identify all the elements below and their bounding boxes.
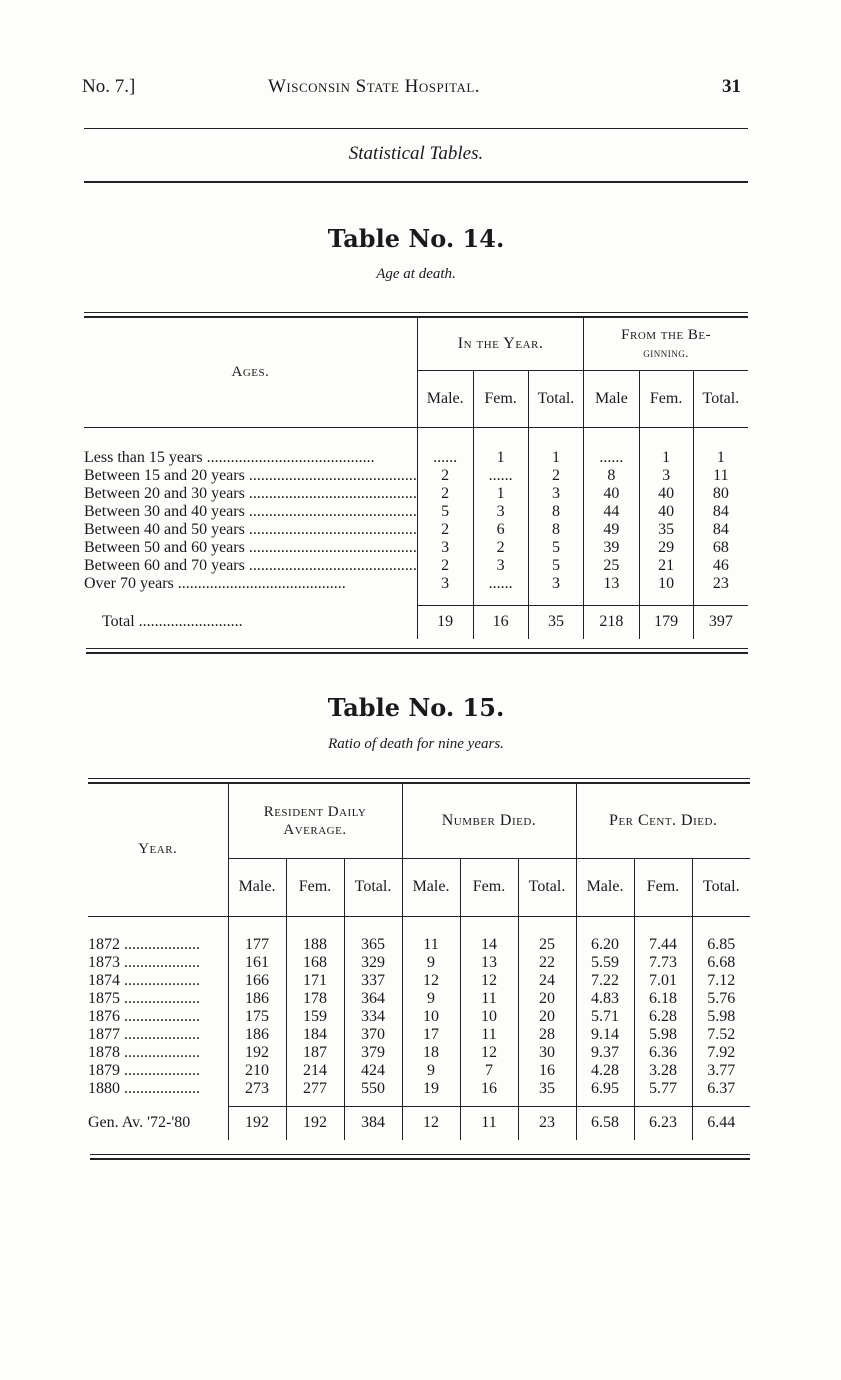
leader-dots: .......................................... bbox=[244, 539, 417, 556]
leader-dots: .......................................... bbox=[244, 485, 417, 502]
table14-total-label: Total .......................... bbox=[102, 613, 243, 630]
table15-average-cell: 192 bbox=[228, 1106, 286, 1140]
table-cell: 6.18 bbox=[634, 990, 692, 1008]
table14-col-header: Fem. bbox=[473, 370, 528, 427]
table-row bbox=[88, 1044, 750, 1062]
table-cell: 214 bbox=[286, 1062, 344, 1080]
row-label: 1877 ................... bbox=[88, 1026, 200, 1043]
table-cell: 2 bbox=[417, 557, 473, 575]
table15-title: Table No. 15. bbox=[327, 693, 505, 722]
table-cell: 184 bbox=[286, 1026, 344, 1044]
table15-average-cell: 6.23 bbox=[634, 1106, 692, 1140]
table-cell: 2 bbox=[528, 467, 584, 485]
row-label: 1873 ................... bbox=[88, 954, 200, 971]
table-cell: 379 bbox=[344, 1044, 402, 1062]
header-page-number: 31 bbox=[722, 76, 741, 97]
table-cell: 24 bbox=[518, 972, 576, 990]
table-cell: 20 bbox=[518, 1008, 576, 1026]
table-cell: 44 bbox=[584, 503, 639, 521]
table-cell: 6.68 bbox=[692, 954, 750, 972]
table-cell: 1 bbox=[528, 449, 584, 467]
table-cell: 28 bbox=[518, 1026, 576, 1044]
table15-col-header: Male. bbox=[576, 858, 634, 916]
row-label: Between 20 and 30 years .......................................... bbox=[84, 485, 417, 502]
table15-subtitle: Ratio of death for nine years. bbox=[328, 736, 504, 752]
table-cell: 6 bbox=[473, 521, 528, 539]
row-label: 1876 ................... bbox=[88, 1008, 200, 1025]
row-label: Between 30 and 40 years .......................................... bbox=[84, 503, 417, 520]
table-cell: 5.71 bbox=[576, 1008, 634, 1026]
leader-dots: .......................................... bbox=[244, 557, 417, 574]
section-title: Statistical Tables. bbox=[348, 143, 484, 164]
table-cell: 10 bbox=[639, 575, 693, 593]
table-cell: 6.28 bbox=[634, 1008, 692, 1026]
table-cell: 8 bbox=[528, 521, 584, 539]
leader-dots: ................... bbox=[120, 1008, 200, 1025]
table-cell: 5 bbox=[528, 557, 584, 575]
table15-top-rule bbox=[88, 778, 750, 779]
header-title: Wisconsin State Hospital. bbox=[268, 76, 481, 97]
table-cell: 6.85 bbox=[692, 936, 750, 954]
table-cell: 3 bbox=[639, 467, 693, 485]
table-cell: 11 bbox=[460, 990, 518, 1008]
table-cell: 5.77 bbox=[634, 1080, 692, 1098]
row-label: 1872 ................... bbox=[88, 936, 200, 953]
table-row bbox=[88, 972, 750, 990]
row-label: 1875 ................... bbox=[88, 990, 200, 1007]
row-label: Between 50 and 60 years .......................................... bbox=[84, 539, 417, 556]
table14-row-header: Ages. bbox=[231, 363, 270, 380]
table-cell: 3.28 bbox=[634, 1062, 692, 1080]
table-cell: 25 bbox=[518, 936, 576, 954]
table-cell: 9 bbox=[402, 1062, 460, 1080]
table-cell: 22 bbox=[518, 954, 576, 972]
table-cell: 6.36 bbox=[634, 1044, 692, 1062]
table-cell: 46 bbox=[693, 557, 748, 575]
row-label: Between 60 and 70 years .......................................... bbox=[84, 557, 417, 574]
table15-average-label: Gen. Av. '72-'80 bbox=[88, 1114, 191, 1131]
table-cell: 84 bbox=[693, 521, 748, 539]
table14-group-from-beginning: From the Be- ginning. bbox=[584, 318, 748, 370]
table-cell: 3 bbox=[417, 575, 473, 593]
header-rule-bottom bbox=[84, 181, 748, 183]
table15-bottom-rule bbox=[90, 1154, 750, 1155]
table-cell: 84 bbox=[693, 503, 748, 521]
table-cell: 273 bbox=[228, 1080, 286, 1098]
table15-bottom-rule-2 bbox=[90, 1158, 750, 1160]
table-row bbox=[84, 467, 748, 485]
table-cell: 1 bbox=[473, 449, 528, 467]
table14-total-row bbox=[84, 605, 748, 639]
table-cell: 12 bbox=[460, 1044, 518, 1062]
table-cell: 9 bbox=[402, 954, 460, 972]
table14-col-header: Total. bbox=[528, 370, 584, 427]
table15-average-cell: 6.44 bbox=[692, 1106, 750, 1140]
table-cell: 5 bbox=[528, 539, 584, 557]
table14-total-cell: 179 bbox=[639, 605, 693, 639]
table15-average-cell: 23 bbox=[518, 1106, 576, 1140]
table15 bbox=[88, 784, 750, 1140]
row-label: Less than 15 years .......................................... bbox=[84, 449, 375, 466]
table-cell: 4.83 bbox=[576, 990, 634, 1008]
table-cell: 80 bbox=[693, 485, 748, 503]
table-cell: 7.73 bbox=[634, 954, 692, 972]
table-cell: 9 bbox=[402, 990, 460, 1008]
table15-col-header: Fem. bbox=[634, 858, 692, 916]
table-cell: 8 bbox=[584, 467, 639, 485]
table-cell: 166 bbox=[228, 972, 286, 990]
table-cell: 9.14 bbox=[576, 1026, 634, 1044]
table-cell: 6.20 bbox=[576, 936, 634, 954]
table-cell: 49 bbox=[584, 521, 639, 539]
table-cell: 4.28 bbox=[576, 1062, 634, 1080]
table15-col-header: Fem. bbox=[286, 858, 344, 916]
leader-dots: .......................................... bbox=[244, 521, 417, 538]
table-cell: 2 bbox=[417, 467, 473, 485]
table-cell: 12 bbox=[460, 972, 518, 990]
table-cell: 17 bbox=[402, 1026, 460, 1044]
table-row bbox=[88, 954, 750, 972]
table15-average-cell: 192 bbox=[286, 1106, 344, 1140]
table-cell: 19 bbox=[402, 1080, 460, 1098]
table15-group-number-died: Number Died. bbox=[402, 784, 576, 858]
table-cell: 14 bbox=[460, 936, 518, 954]
row-label: Between 40 and 50 years .......................................... bbox=[84, 521, 417, 538]
table-cell: 25 bbox=[584, 557, 639, 575]
table-cell: 7.01 bbox=[634, 972, 692, 990]
table14-total-cell: 35 bbox=[528, 605, 584, 639]
row-label: 1880 ................... bbox=[88, 1080, 200, 1097]
table-row bbox=[88, 936, 750, 954]
table-cell: 177 bbox=[228, 936, 286, 954]
table15-average-cell: 11 bbox=[460, 1106, 518, 1140]
table-row bbox=[88, 1062, 750, 1080]
table-row bbox=[88, 1026, 750, 1044]
table-cell: 68 bbox=[693, 539, 748, 557]
table-cell: 8 bbox=[528, 503, 584, 521]
table-cell: 20 bbox=[518, 990, 576, 1008]
table-cell: 186 bbox=[228, 990, 286, 1008]
table-cell: ...... bbox=[584, 449, 639, 467]
table-cell: 30 bbox=[518, 1044, 576, 1062]
table-row bbox=[88, 990, 750, 1008]
table-cell: 40 bbox=[639, 503, 693, 521]
table-row bbox=[84, 449, 748, 467]
table-row bbox=[84, 485, 748, 503]
table-cell: 7.44 bbox=[634, 936, 692, 954]
table-cell: 3 bbox=[473, 503, 528, 521]
row-label: 1879 ................... bbox=[88, 1062, 200, 1079]
table-cell: 334 bbox=[344, 1008, 402, 1026]
table-cell: 1 bbox=[639, 449, 693, 467]
table-cell: 3 bbox=[528, 575, 584, 593]
table14 bbox=[84, 318, 748, 639]
leader-dots: ................... bbox=[120, 990, 200, 1007]
row-label: 1878 ................... bbox=[88, 1044, 200, 1061]
table-cell: 329 bbox=[344, 954, 402, 972]
table-cell: 11 bbox=[402, 936, 460, 954]
table-cell: 1 bbox=[473, 485, 528, 503]
table-cell: 11 bbox=[693, 467, 748, 485]
table-cell: 186 bbox=[228, 1026, 286, 1044]
row-label: Between 15 and 20 years .......................................... bbox=[84, 467, 417, 484]
table15-group-resident: Resident Daily Average. bbox=[228, 784, 402, 858]
header-issue-number: No. 7.] bbox=[82, 76, 136, 97]
table-row bbox=[88, 1080, 750, 1098]
table-cell: 168 bbox=[286, 954, 344, 972]
table-row bbox=[84, 521, 748, 539]
table-cell: 10 bbox=[402, 1008, 460, 1026]
table14-col-header: Fem. bbox=[639, 370, 693, 427]
leader-dots: ................... bbox=[120, 1026, 200, 1043]
table14-title: Table No. 14. bbox=[327, 224, 505, 253]
table14-total-cell: 218 bbox=[584, 605, 639, 639]
table-row bbox=[84, 503, 748, 521]
table-cell: 188 bbox=[286, 936, 344, 954]
table-cell: 16 bbox=[460, 1080, 518, 1098]
table-row bbox=[84, 575, 748, 593]
table-cell: 210 bbox=[228, 1062, 286, 1080]
leader-dots: .......................................... bbox=[173, 575, 346, 592]
leader-dots: ................... bbox=[120, 936, 200, 953]
table15-row-header: Year. bbox=[138, 841, 178, 858]
table-cell: 35 bbox=[639, 521, 693, 539]
table-cell: ...... bbox=[473, 575, 528, 593]
table-cell: 5 bbox=[417, 503, 473, 521]
table15-col-header: Fem. bbox=[460, 858, 518, 916]
table-cell: 337 bbox=[344, 972, 402, 990]
table-row bbox=[84, 539, 748, 557]
table-cell: 187 bbox=[286, 1044, 344, 1062]
table-cell: 364 bbox=[344, 990, 402, 1008]
table14-col-header: Male. bbox=[417, 370, 473, 427]
table-cell: 5.98 bbox=[634, 1026, 692, 1044]
table-cell: 3 bbox=[417, 539, 473, 557]
table-cell: 2 bbox=[417, 485, 473, 503]
table-cell: 161 bbox=[228, 954, 286, 972]
leader-dots: ................... bbox=[120, 972, 200, 989]
table-cell: 365 bbox=[344, 936, 402, 954]
table15-average-row bbox=[88, 1106, 750, 1140]
table-row bbox=[88, 1008, 750, 1026]
table-cell: 5.76 bbox=[692, 990, 750, 1008]
header-rule-top bbox=[84, 128, 748, 129]
table-cell: 3.77 bbox=[692, 1062, 750, 1080]
table-cell: 7.52 bbox=[692, 1026, 750, 1044]
table-cell: 23 bbox=[693, 575, 748, 593]
leader-dots: ................... bbox=[120, 1044, 200, 1061]
table-cell: 5.98 bbox=[692, 1008, 750, 1026]
table14-group-in-year: In the Year. bbox=[417, 318, 583, 370]
table-row bbox=[84, 557, 748, 575]
table-cell: 13 bbox=[584, 575, 639, 593]
table-cell: 277 bbox=[286, 1080, 344, 1098]
table-cell: 7.22 bbox=[576, 972, 634, 990]
table-cell: 175 bbox=[228, 1008, 286, 1026]
table14-total-cell: 397 bbox=[693, 605, 748, 639]
table-cell: 159 bbox=[286, 1008, 344, 1026]
table-cell: 3 bbox=[528, 485, 584, 503]
table14-bottom-rule bbox=[86, 648, 748, 649]
table-cell: 11 bbox=[460, 1026, 518, 1044]
table15-col-header: Male. bbox=[228, 858, 286, 916]
table15-average-cell: 6.58 bbox=[576, 1106, 634, 1140]
leader-dots: ................... bbox=[120, 1080, 200, 1097]
table-cell: 424 bbox=[344, 1062, 402, 1080]
table-cell: ...... bbox=[417, 449, 473, 467]
table-cell: 6.95 bbox=[576, 1080, 634, 1098]
table-cell: ...... bbox=[473, 467, 528, 485]
table15-average-cell: 384 bbox=[344, 1106, 402, 1140]
table15-col-header: Total. bbox=[344, 858, 402, 916]
table-cell: 40 bbox=[639, 485, 693, 503]
table-cell: 39 bbox=[584, 539, 639, 557]
table14-total-cell: 19 bbox=[417, 605, 473, 639]
table14-top-rule bbox=[84, 312, 748, 313]
table-cell: 550 bbox=[344, 1080, 402, 1098]
table-cell: 13 bbox=[460, 954, 518, 972]
leader-dots: .......................................... bbox=[244, 467, 417, 484]
table-cell: 192 bbox=[228, 1044, 286, 1062]
table-cell: 7.12 bbox=[692, 972, 750, 990]
table15-average-cell: 12 bbox=[402, 1106, 460, 1140]
table15-group-per-cent: Per Cent. Died. bbox=[576, 784, 750, 858]
table14-bottom-rule-2 bbox=[86, 652, 748, 654]
table-cell: 2 bbox=[473, 539, 528, 557]
table-cell: 29 bbox=[639, 539, 693, 557]
table-cell: 5.59 bbox=[576, 954, 634, 972]
table-cell: 171 bbox=[286, 972, 344, 990]
table-cell: 370 bbox=[344, 1026, 402, 1044]
table15-col-header: Total. bbox=[518, 858, 576, 916]
table14-col-header: Total. bbox=[693, 370, 748, 427]
table-cell: 16 bbox=[518, 1062, 576, 1080]
table15-col-header: Male. bbox=[402, 858, 460, 916]
table-cell: 178 bbox=[286, 990, 344, 1008]
table14-subtitle: Age at death. bbox=[376, 266, 456, 282]
leader-dots: ................... bbox=[120, 1062, 200, 1079]
table-cell: 18 bbox=[402, 1044, 460, 1062]
table-cell: 7.92 bbox=[692, 1044, 750, 1062]
row-label: 1874 ................... bbox=[88, 972, 200, 989]
table15-col-header: Total. bbox=[692, 858, 750, 916]
table-cell: 3 bbox=[473, 557, 528, 575]
table-cell: 40 bbox=[584, 485, 639, 503]
table-cell: 9.37 bbox=[576, 1044, 634, 1062]
leader-dots: .......................................... bbox=[202, 449, 375, 466]
table-cell: 35 bbox=[518, 1080, 576, 1098]
table-cell: 12 bbox=[402, 972, 460, 990]
leader-dots: .......................................... bbox=[244, 503, 417, 520]
leader-dots: ................... bbox=[120, 954, 200, 971]
table-cell: 7 bbox=[460, 1062, 518, 1080]
table-cell: 6.37 bbox=[692, 1080, 750, 1098]
table-cell: 2 bbox=[417, 521, 473, 539]
table-cell: 1 bbox=[693, 449, 748, 467]
row-label: Over 70 years .......................................... bbox=[84, 575, 346, 592]
table-cell: 10 bbox=[460, 1008, 518, 1026]
table14-col-header: Male bbox=[584, 370, 639, 427]
table14-total-cell: 16 bbox=[473, 605, 528, 639]
table-cell: 21 bbox=[639, 557, 693, 575]
